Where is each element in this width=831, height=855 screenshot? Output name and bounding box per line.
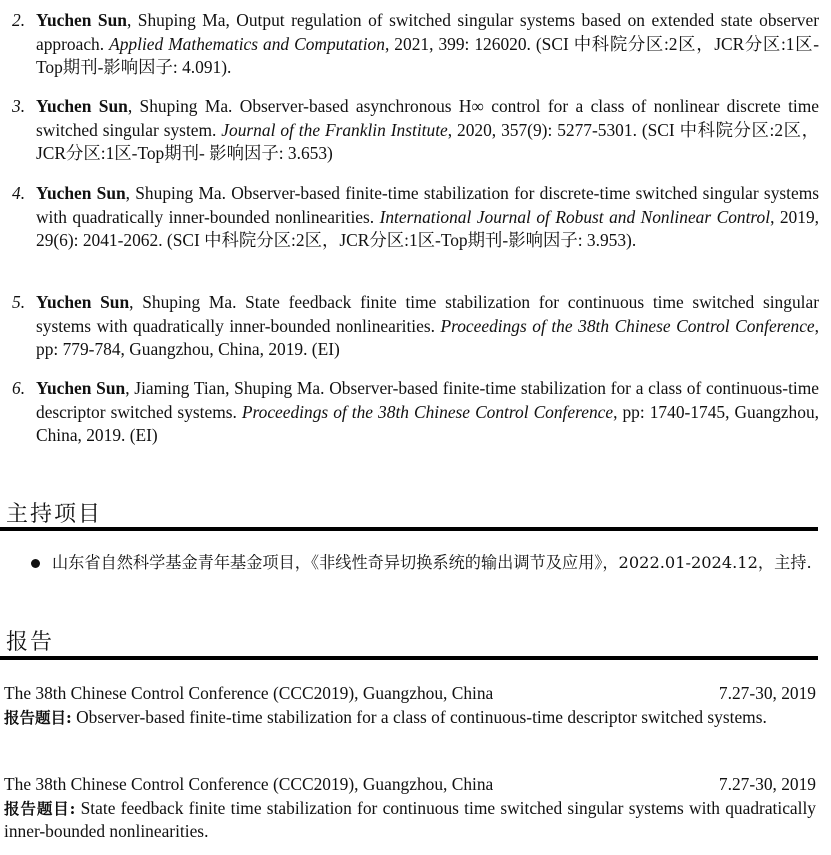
publication-text (36, 182, 819, 253)
project-item: 山东省自然科学基金青年基金项目，《非线性奇异切换系统的输出调节及应用》，2022.01-2024.12，主持. (52, 553, 812, 572)
publication-details: , pp: 1740-1745, Guangzhou, China, 2019. (EI) (36, 401, 819, 445)
talk-item (4, 773, 816, 844)
publication-author: Yuchen Sun (36, 183, 126, 203)
publication-venue: Proceedings of the 38th Chinese Control Conference (440, 315, 815, 336)
talk-conference: The 38th Chinese Control Conference (CCC2019), Guangzhou, China (4, 683, 494, 703)
section-title-talks: 报告 (6, 630, 55, 655)
section-title-projects: 主持项目 (6, 502, 103, 527)
talk-label: 报告题目: (4, 798, 76, 818)
talk-conference: The 38th Chinese Control Conference (CCC2019), Guangzhou, China (4, 774, 494, 794)
publication-number: 2. (12, 10, 26, 30)
publication-details: , 2021, 399: 126020. (SCI 中科院分区:2区，JCR分区:1区-Top期刊-影响因子: 4.091). (36, 33, 819, 77)
publication-number: 4. (12, 183, 26, 203)
publication-number: 5. (12, 292, 26, 312)
publication-venue: Journal of the Franklin Institute (221, 119, 448, 140)
talk-header (4, 773, 816, 797)
publication-item (6, 377, 819, 448)
publication-coauthors: , Shuping Ma. Observer-based finite-time stabilization for discrete-time switched singular systems with quadratically inner-bounded nonlinearities. (36, 183, 820, 227)
publication-details: , 2019, 29(6): 2041-2062. (SCI 中科院分区:2区，JCR分区:1区-Top期刊-影响因子: 3.953). (36, 206, 819, 250)
publication-number: 3. (12, 96, 26, 116)
publication-coauthors: , Jiaming Tian, Shuping Ma. Observer-based finite-time stabilization for a class of continuous-time descriptor switched systems. (36, 378, 820, 422)
publication-coauthors: , Shuping Ma. State feedback finite time stabilization for continuous time switched singular systems with quadratically inner-bounded nonlinearities. (36, 292, 819, 336)
talk-header (4, 682, 816, 706)
talk-topic: Observer-based finite-time stabilization for a class of continuous-time descriptor switched systems. (71, 706, 767, 727)
talk-item (4, 682, 816, 729)
section-divider (0, 656, 818, 660)
publication-item (6, 291, 819, 362)
publication-author: Yuchen Sun (36, 378, 126, 398)
publication-venue: Proceedings of the 38th Chinese Control Conference (241, 401, 614, 422)
publication-text (36, 291, 819, 362)
talk-label: 报告题目: (4, 707, 72, 727)
publication-coauthors: , Shuping Ma. Observer-based asynchronous H∞ control for a class of nonlinear discrete time switched singular system. (36, 96, 820, 140)
talk-date: 7.27-30, 2019 (718, 774, 816, 794)
publication-text (36, 95, 819, 166)
publication-venue: Applied Mathematics and Computation (109, 33, 385, 54)
publication-text (36, 9, 819, 80)
bullet-icon (31, 559, 40, 568)
talk-topic: State feedback finite time stabilization for continuous time switched singular systems with quadratically inner-bounded nonlinearities. (4, 797, 816, 841)
publication-item (6, 9, 819, 80)
publication-author: Yuchen Sun (36, 96, 128, 116)
publication-venue: International Journal of Robust and Nonlinear Control (379, 206, 771, 227)
publication-details: , pp: 779-784, Guangzhou, China, 2019. (EI) (36, 315, 819, 359)
publication-author: Yuchen Sun (36, 292, 130, 312)
publication-text (36, 377, 819, 448)
publication-number: 6. (12, 378, 26, 398)
talk-date: 7.27-30, 2019 (718, 683, 816, 703)
publication-coauthors: , Shuping Ma, Output regulation of switched singular systems based on extended state observer approach. (36, 10, 819, 54)
talk-description (4, 797, 816, 844)
publication-details: , 2020, 357(9): 5277-5301. (SCI 中科院分区:2区，JCR分区:1区-Top期刊- 影响因子: 3.653) (36, 119, 819, 163)
section-divider (0, 527, 818, 531)
publication-item (6, 182, 819, 253)
talk-description (4, 706, 816, 730)
publication-author: Yuchen Sun (36, 10, 127, 30)
publication-item (6, 95, 819, 166)
